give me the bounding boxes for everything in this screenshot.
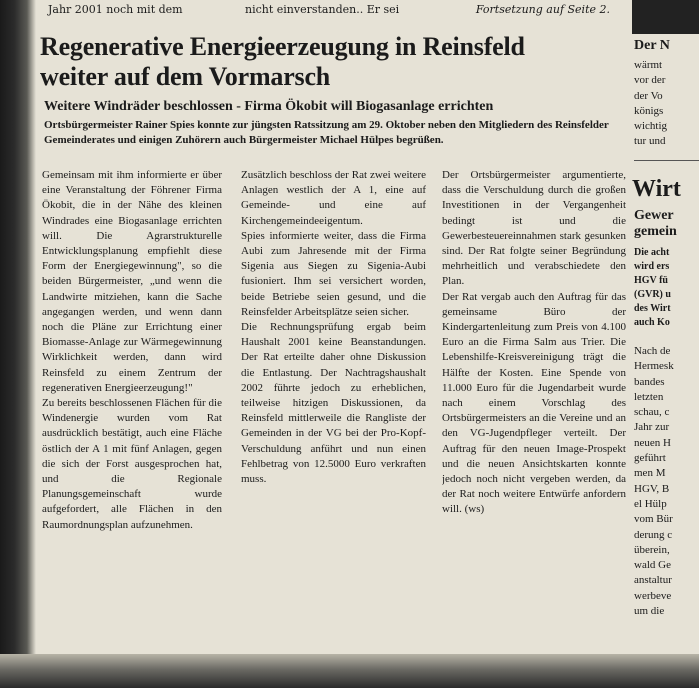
sidebar-lead-line: HGV fü xyxy=(634,275,668,286)
sidebar-sub-line: Gewer xyxy=(634,208,674,223)
sidebar-body-line: Nach de xyxy=(634,345,671,357)
sidebar-text-line: wärmt xyxy=(634,59,663,71)
sidebar-lead-line: (GVR) u xyxy=(634,289,671,300)
sidebar-body-line: letzten xyxy=(634,390,664,403)
sidebar-title: Der N xyxy=(634,38,670,53)
headline-line-1: Regenerative Energieerzeugung in Reinsfeld xyxy=(40,32,525,61)
sidebar-text-line: königs xyxy=(634,104,664,117)
article-column-3 xyxy=(442,168,626,658)
headline-line-2: weiter auf dem Vormarsch xyxy=(40,62,331,91)
sidebar-headline: Wirt xyxy=(632,176,681,202)
sidebar-body-line: vom Bür xyxy=(634,513,673,526)
sidebar-text xyxy=(634,58,699,150)
column-2-paragraph-2: Spies informierte weiter, dass die Firma Aubi zum Jahresende mit der Firma Sigenia aus Siegen zu Sigenia-Aubi fusioniert. Ihm sei versichert worden, beide Betriebe seien gesund, und die Reinsfelder Arbeitsplätze seien sicher. xyxy=(241,229,426,318)
previous-article-tail xyxy=(40,0,610,20)
tail-column-2: nicht einverstanden.. Er sei xyxy=(245,3,400,16)
article-lead: Ortsbürgermeister Rainer Spies konnte zur jüngsten Ratssitzung am 29. Oktober neben den Mitgliedern des Reinsfelder Gemeinderates und einigen Zuhörern auch Bürgermeister Michael Hülpes begrüßen. xyxy=(44,119,609,146)
sidebar-subheadline xyxy=(634,208,699,240)
sidebar-body-line: el Hülp xyxy=(634,497,667,510)
sidebar-text-line: vor der xyxy=(634,74,666,87)
sidebar-lead xyxy=(634,246,699,330)
sidebar-body-line: men M xyxy=(634,467,666,480)
sidebar-body-line: schau, c xyxy=(634,406,670,419)
sidebar-divider xyxy=(634,160,699,161)
sidebar-lead-line: wird ers xyxy=(634,261,670,272)
article-headline xyxy=(40,32,630,92)
continuation-note: Fortsetzung auf Seite 2. xyxy=(475,3,610,16)
sidebar-body-line: überein, xyxy=(634,543,670,556)
sidebar-body-line: Hermesk xyxy=(634,360,674,373)
sidebar-body-line: derung c xyxy=(634,528,673,541)
sidebar-lead-line: des Wirt xyxy=(634,303,671,314)
article-subheadline: Weitere Windräder beschlossen - Firma Ökobit will Biogasanlage errichten xyxy=(44,99,494,114)
sidebar-body xyxy=(634,344,699,619)
sidebar-body-line: Jahr zur xyxy=(634,421,670,434)
sidebar-body-line: HGV, B xyxy=(634,482,670,495)
sidebar-sub-line: gemein xyxy=(634,224,677,239)
sidebar-body-line: bandes xyxy=(634,375,665,388)
column-3-paragraph-1: Der Ortsbürgermeister argumentierte, dass die Verschuldung durch die großen Investitionen in der Vergangenheit bedingt ist und die Gewerbesteuereinnahmen stark gesunken sind. Der Rat folgte seiner Begründung mehrheitlich und verabschiedete den Plan. xyxy=(442,169,626,288)
tail-column-1: Jahr 2001 noch mit dem xyxy=(48,3,183,16)
page-bottom-shadow xyxy=(0,654,699,688)
sidebar-body-line: um die xyxy=(634,605,665,618)
sidebar-lead-line: Die acht xyxy=(634,247,670,258)
sidebar-body-line: werbeve xyxy=(634,589,672,602)
sidebar-body-line: anstaltur xyxy=(634,574,672,587)
sidebar-lead-line: auch Ko xyxy=(634,317,670,328)
column-1-paragraph-2: Zu bereits beschlossenen Flächen für die Windenergie wurden vom Rat ausdrücklich bestätigt, auch eine Fläche östlich der A 1 mit fünf Anlagen, gegen die sich der Forst ausgesprochen hat, und die Regionale Planungsgemeinschaft wurde aufgefordert, alle Flächen in den Raumordnungsplan aufzunehmen. xyxy=(42,397,222,531)
article-column-2 xyxy=(241,168,426,658)
column-2-paragraph-1: Zusätzlich beschloss der Rat zwei weitere Anlagen westlich der A 1, eine auf Gemeinde- und eine auf Kirchengemeindeeigentum. xyxy=(241,169,426,227)
column-3-paragraph-2: Der Rat vergab auch den Auftrag für das gemeinsame Büro der Kindergartenleitung zum Preis von 4.100 Euro an die Firma Salm aus Trier. Die Lebenshilfe-Kreisvereinigung trägt die Hälfte der Kosten. Eine Spende von 11.000 Euro für die Jugendarbeit wurde nach einem Vorschlag des Ortsbürgermeisters an die Vereine und an den VG-Jugendpfleger verteilt. Der Auftrag für den neuen Image-Prospekt und die neuen Ansichtskarten konnte jedoch noch nicht vergeben werden, da der Rat noch weitere Entwürfe anfordern will. (ws) xyxy=(442,290,626,516)
sidebar-text-line: tur und xyxy=(634,135,666,148)
sidebar-body-line: neuen H xyxy=(634,436,671,449)
sidebar-photo xyxy=(632,0,699,34)
sidebar-body-line: geführt xyxy=(634,452,666,465)
page-gutter-shadow xyxy=(0,0,36,688)
article-column-1 xyxy=(42,168,222,658)
column-1-paragraph-1: Gemeinsam mit ihm informierte er über eine Veranstaltung der Föhrener Firma Ökobit, die in der Nähe des kleinen Windrades eine Biogasanlage errichten will. Die Agrarstrukturelle Entwicklungsplanung empfiehlt diese Form der Energiegewinnung", so die beiden Bürgermeister, „und wenn die Landwirte mitziehen, kann die Sache angegangen werden, und wenn dann noch die Pläne zur Errichtung einer Biomasse-Anlage zur Wärmegewinnung Wirklichkeit werden, dann wird Reinsfeld zu einem Zentrum der regenerativen Energieerzeugung!" xyxy=(42,169,222,394)
sidebar-body-line: wald Ge xyxy=(634,559,671,572)
sidebar-text-line: wichtig xyxy=(634,120,667,133)
column-2-paragraph-3: Die Rechnungsprüfung ergab beim Haushalt 2001 keine Beanstandungen. Der Rat erteilte daher ohne Diskussion die Entlastung. Der Nachtragshaushalt 2002 führte jedoch zu erheblichen, teilweise hitzigen Diskussionen, da Reinsfeld mittlerweile die Rangliste der Gemeinden in der VG bei der Pro-Kopf-Verschuldung anführt und nun einen Fehlbetrag von 12.5000 Euro verkraften muss. xyxy=(241,321,426,486)
sidebar-text-line: der Vo xyxy=(634,89,663,102)
